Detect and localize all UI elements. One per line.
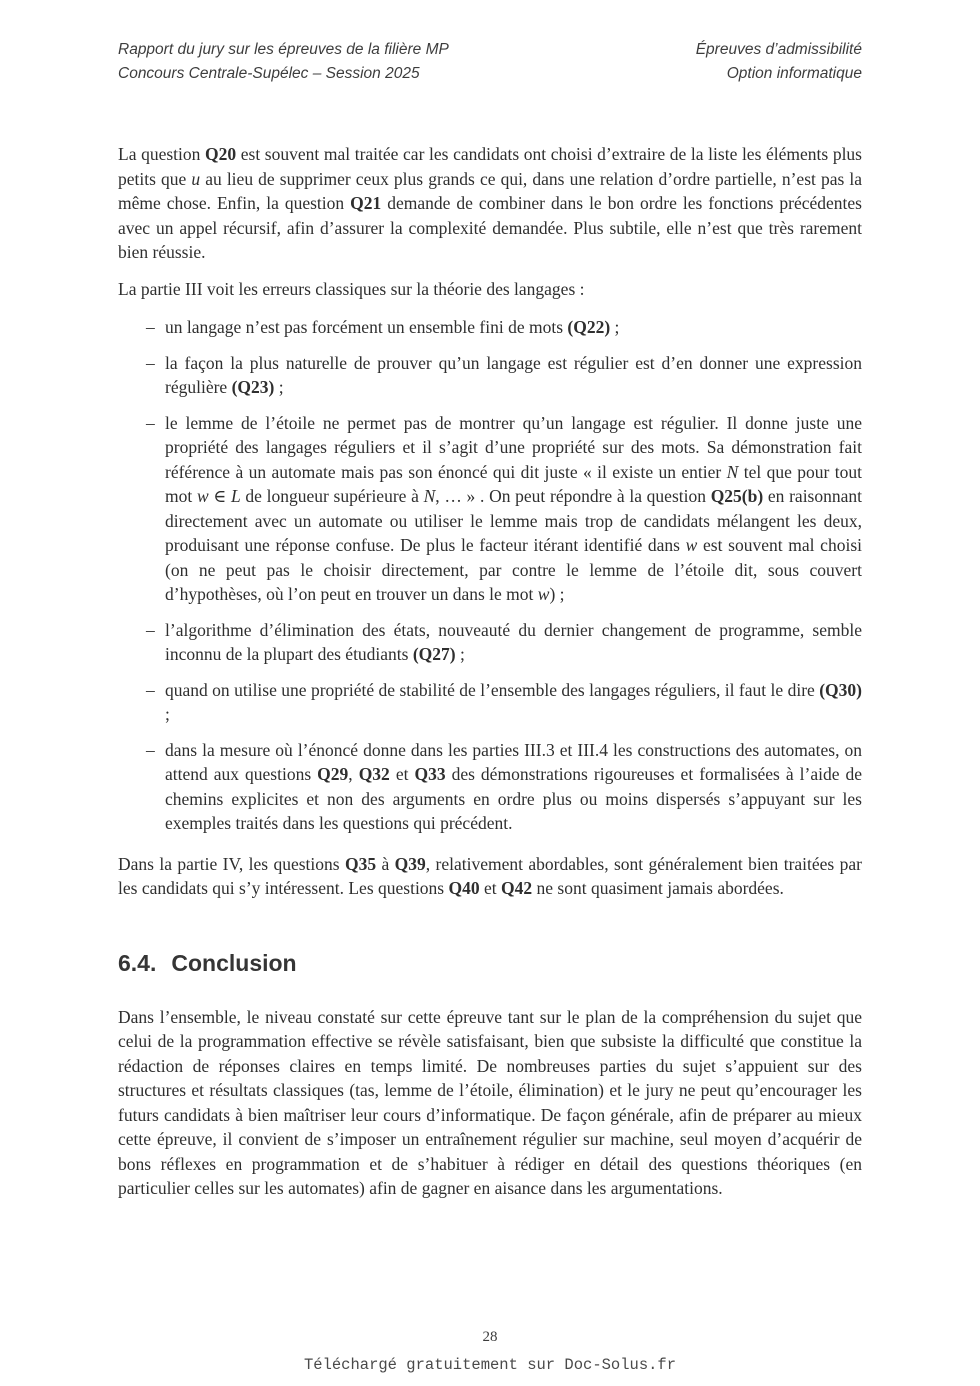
list-item-text: un langage n’est pas forcément un ensemble fini de mots (Q22) ; (165, 317, 620, 337)
list-item (118, 678, 862, 727)
header-left-block (118, 38, 449, 86)
list-item (118, 618, 862, 667)
list-item (118, 411, 862, 607)
running-header (118, 38, 862, 86)
section-number: 6.4. (118, 949, 157, 976)
page-number: 28 (482, 1329, 498, 1345)
section-title: Conclusion (171, 949, 297, 976)
list-item (118, 738, 862, 836)
error-list (118, 315, 862, 836)
list-item-text: la façon la plus naturelle de prouver qu’un langage est régulier est d’en donner une expression régulière (Q23) ; (165, 352, 862, 397)
list-item-text: dans la mesure où l’énoncé donne dans les parties III.3 et III.4 les constructions des automates, on attend aux questions Q29, Q32 et Q33 des démonstrations rigoureuses et formalisées à l’aide de chemins explicites et non des arguments en ordre plus ou moins dispersés s’appuyant sur les exemples traités dans les questions qui précédent. (165, 739, 863, 833)
list-item-text: le lemme de l’étoile ne permet pas de montrer qu’un langage est régulier. Il donne juste une propriété des langages réguliers et il s’agit d’une propriété sur des mots. Sa démonstration fait référence à un automate mais pas son énoncé qui dit juste « il existe un entier N tel que pour tout mot w ∈ L de longueur supérieure à N, … » . On peut répondre à la question Q25(b) en raisonnant directement avec un automate ou utiliser le lemme mais trop de candidats mélangent les deux, produisant une réponse confuse. De plus le facteur itérant identifié dans w est souvent mal choisi (on ne peut pas le choisir directement, par contre le lemme de l’étoile dit, sous couvert d’hypothèses, où l’on peut en trouver un dans le mot w) ; (165, 412, 863, 604)
download-notice: Téléchargé gratuitement sur Doc-Solus.fr (303, 1356, 677, 1374)
bullet-dash: – (146, 619, 155, 640)
header-epreuve-line: Épreuves d’admissibilité (695, 41, 862, 58)
paragraph-partie3-intro: La partie III voit les erreurs classiques sur la théorie des langages : (118, 278, 585, 299)
paragraph-q20-q21: La question Q20 est souvent mal traitée car les candidats ont choisi d’extraire de la liste les éléments plus petits que u au lieu de supprimer ceux plus grands ce qui, dans une relation d’ordre partielle, n’est pas la même chose. Enfin, la question Q21 demande de combiner dans le bon ordre les fonctions précédentes avec un appel récursif, afin d’assurer la complexité demandée. Plus subtile, elle n’est que très rarement bien réussie. (118, 144, 863, 262)
header-report-title: Rapport du jury sur les épreuves de la filière MP (118, 41, 449, 58)
header-option-line: Option informatique (726, 65, 862, 82)
list-item (118, 351, 862, 400)
bullet-dash: – (146, 739, 155, 760)
bullet-dash: – (146, 679, 155, 700)
header-right-block (696, 38, 862, 86)
header-session-line: Concours Centrale-Supélec – Session 2025 (118, 65, 420, 82)
list-item-text: quand on utilise une propriété de stabilité de l’ensemble des langages réguliers, il faut le dire (Q30) ; (165, 679, 862, 724)
list-item (118, 315, 862, 340)
bullet-dash: – (146, 317, 155, 337)
list-item-text: l’algorithme d’élimination des états, nouveauté du dernier changement de programme, semble inconnu de la plupart des étudiants (Q27) ; (165, 619, 862, 664)
page-body (118, 142, 862, 1213)
paragraph-partie4: Dans la partie IV, les questions Q35 à Q39, relativement abordables, sont généralement bien traitées par les candidats qui s’y intéressent. Les questions Q40 et Q42 ne sont quasiment jamais abordées. (118, 853, 862, 898)
paragraph-conclusion: Dans l’ensemble, le niveau constaté sur cette épreuve tant sur le plan de la compréhension du sujet que celui de la programmation effective se révèle satisfaisant, bien que subsiste la difficulté que constitue la rédaction de réponses claires en temps limité. De nombreuses parties du sujet s’appuient sur des structures et résultats classiques (tas, lemme de l’étoile, élimination) et le jury ne peut qu’encourager les futurs candidats à bien maîtriser leur cours d’informatique. De façon générale, afin de préparer au mieux cette épreuve, il convient de s’imposer un entraînement régulier sur machine, seul moyen d’acquérir de bons réflexes en programmation et de s’habituer à rédiger en détail des questions théoriques (en particulier celles sur les automates) afin de gagner en aisance dans les argumentations. (118, 1006, 862, 1198)
section-heading-conclusion (118, 949, 862, 977)
bullet-dash: – (146, 412, 155, 433)
bullet-dash: – (146, 352, 155, 373)
